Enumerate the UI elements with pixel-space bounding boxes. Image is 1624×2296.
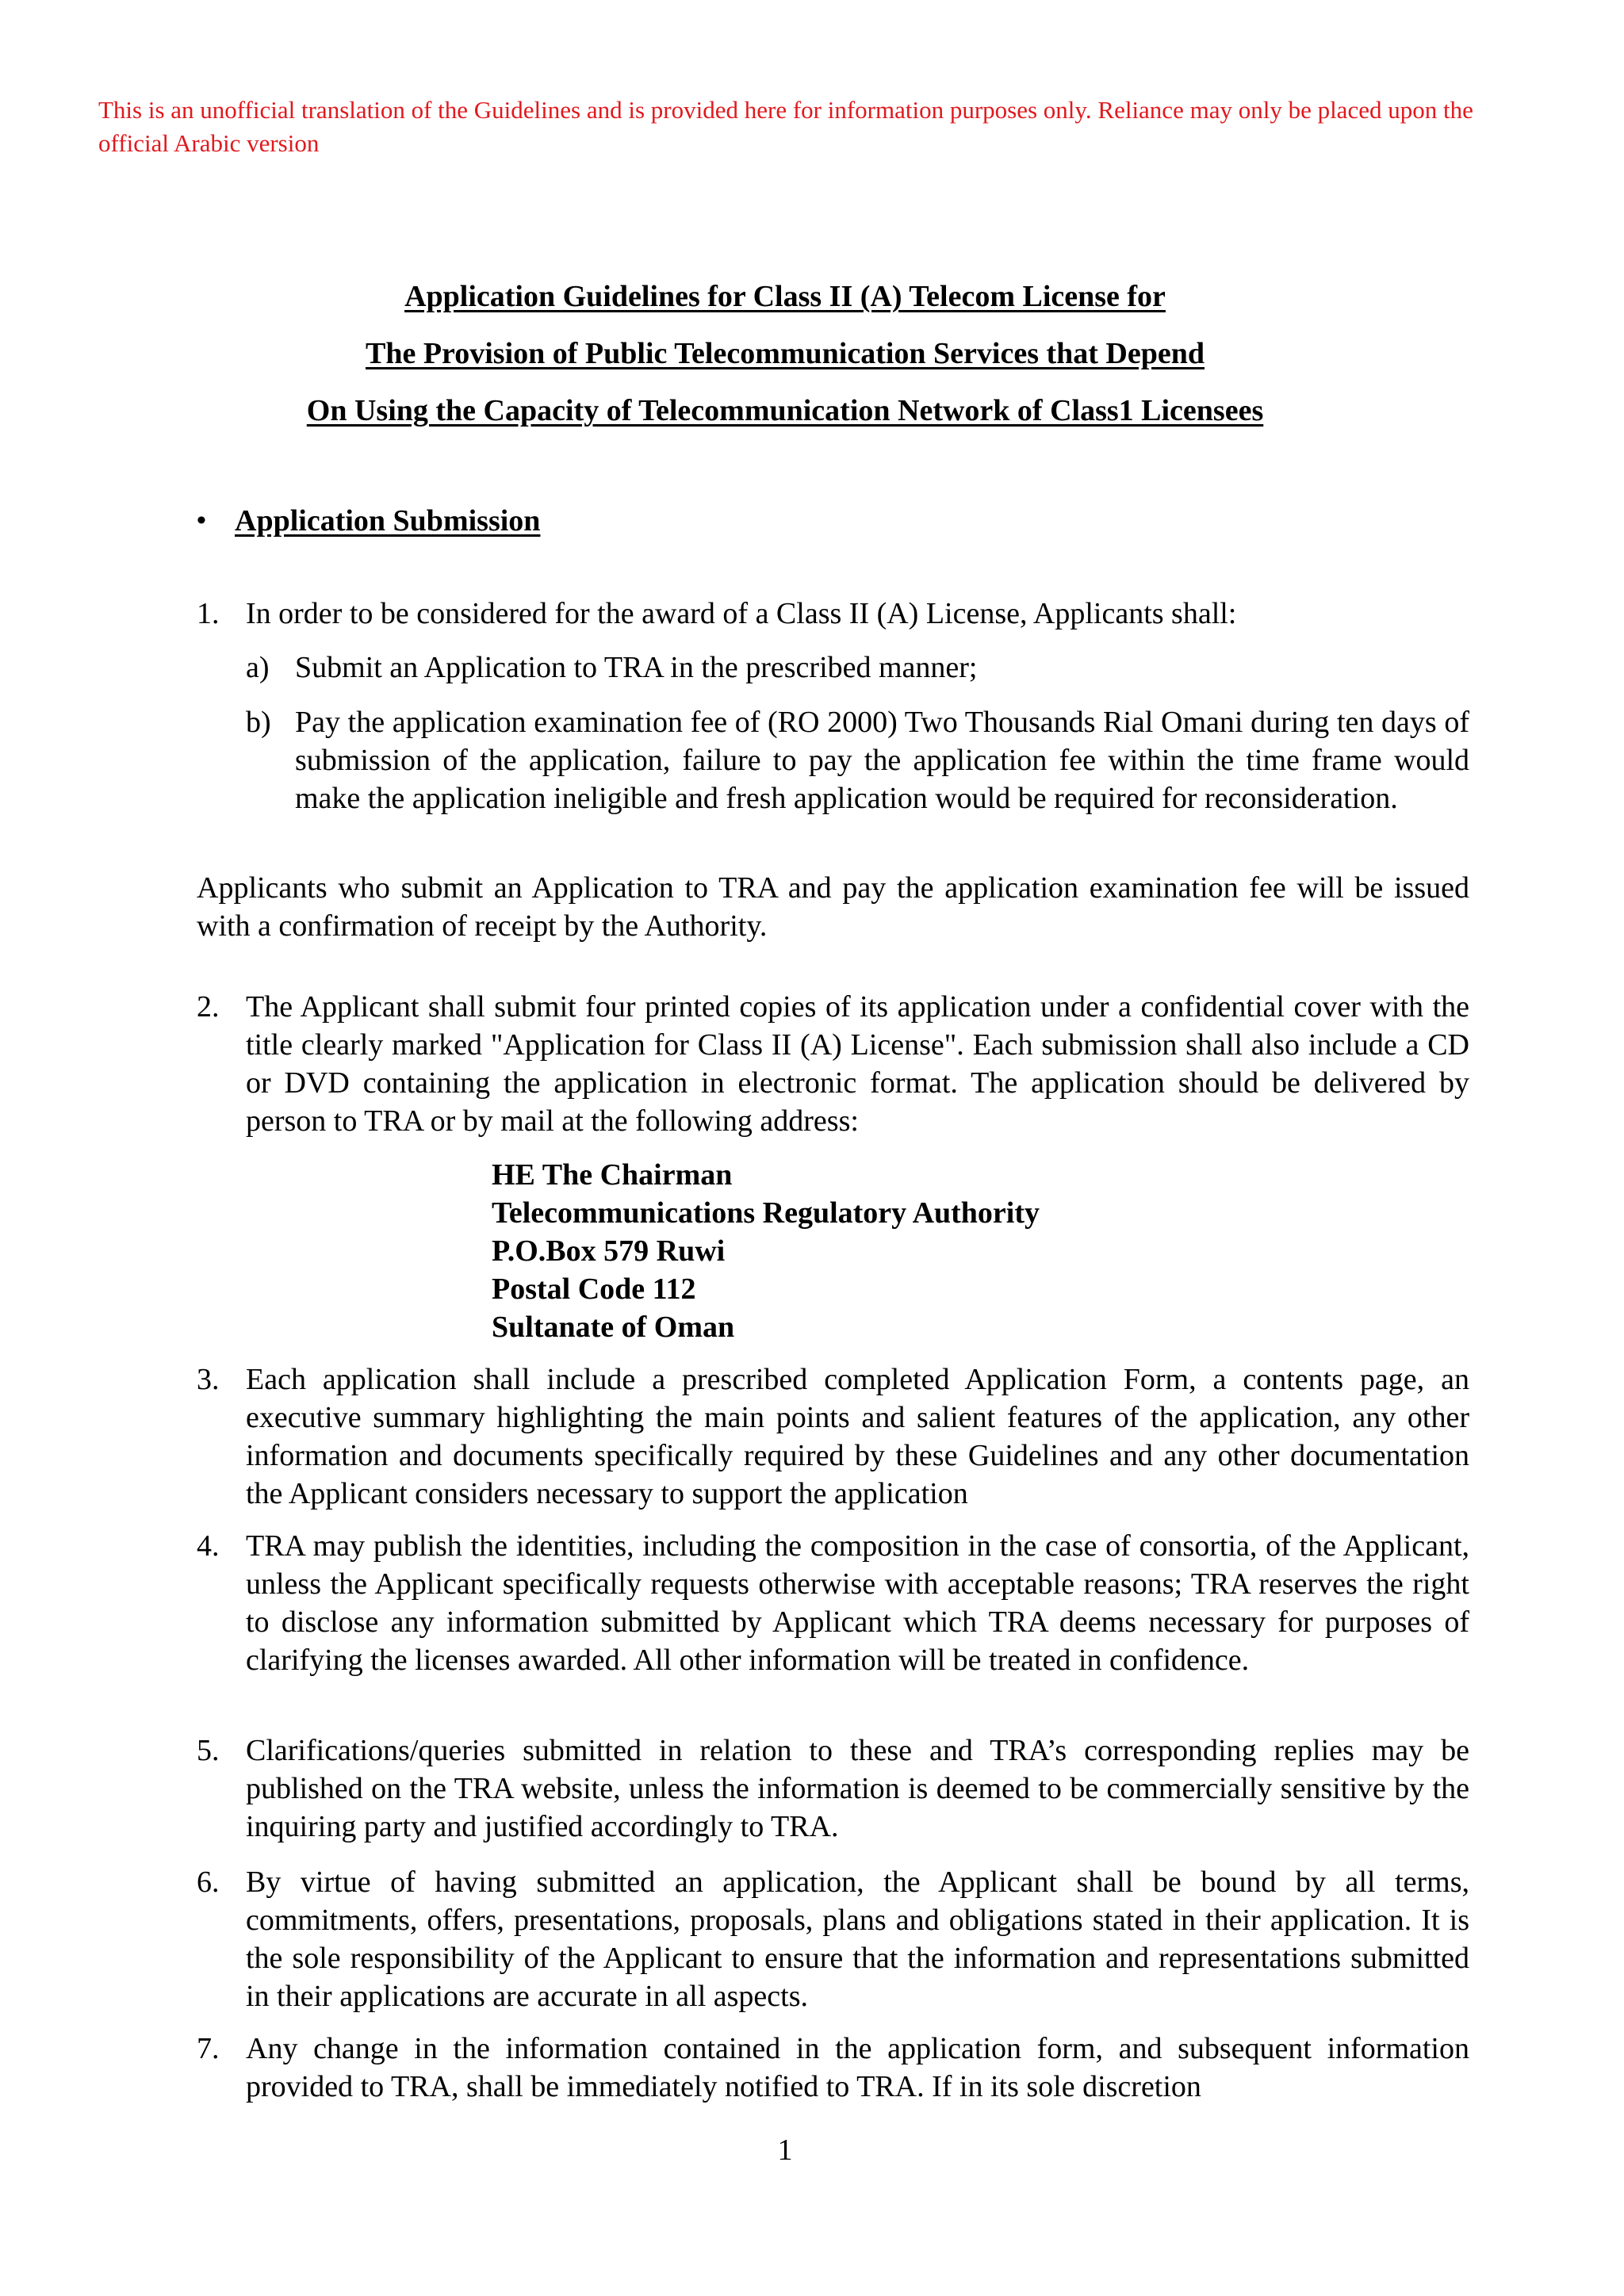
sub-item-b: [246, 703, 1469, 817]
list-item-text: TRA may publish the identities, including the composition in the case of consortia, of the Applicant, unless the Applicant specifically requests otherwise with acceptable reasons; TRA reserves the right to disclose any information submitted by Applicant which TRA deems necessary for purposes of clarifying the licenses awarded. All other information will be treated in confidence.: [246, 1529, 1469, 1677]
confirmation-paragraph: Applicants who submit an Application to TRA and pay the application examination fee will be issued with a confirmation of receipt by the Authority.: [197, 871, 1469, 943]
mailing-address: [492, 1156, 1040, 1346]
list-item-2: [197, 988, 1469, 1140]
list-item-number: 4.: [197, 1529, 220, 1563]
list-item-text: Each application shall include a prescribed completed Application Form, a contents page, an executive summary highlighting the main points and salient features of the application, any other information and documents specifically required by these Guidelines and any other documentation the Applicant considers necessary to support the application: [246, 1363, 1469, 1510]
list-item-7: [197, 2030, 1469, 2106]
list-item-3: [197, 1360, 1469, 1513]
address-line: Sultanate of Oman: [492, 1311, 735, 1344]
title-line-2: The Provision of Public Telecommunication Services that Depend: [365, 337, 1205, 370]
list-item-number: 5.: [197, 1734, 220, 1767]
list-item-1: [197, 595, 1469, 633]
sub-item-letter: a): [246, 651, 270, 684]
list-item-text: By virtue of having submitted an application, the Applicant shall be bound by all terms, commitments, offers, presentations, proposals, plans and obligations stated in their application. It is the sole responsibility of the Applicant to ensure that the information and representations submitted in their applications are accurate in all aspects.: [246, 1866, 1469, 2013]
title-line-3: On Using the Capacity of Telecommunication Network of Class1 Licensees: [306, 394, 1264, 427]
sub-item-a: [246, 649, 1469, 687]
list-item-5: [197, 1732, 1469, 1846]
list-item-text: In order to be considered for the award of a Class II (A) License, Applicants shall:: [246, 597, 1237, 630]
list-item-text: The Applicant shall submit four printed copies of its application under a confidential cover with the title clearly marked "Application for Class II (A) License". Each submission shall also include a CD or DVD containing the application in electronic format. The application should be delivered by person to TRA or by mail at the following address:: [246, 990, 1469, 1138]
list-item-text: Clarifications/queries submitted in relation to these and TRA’s corresponding replies may be published on the TRA website, unless the information is deemed to be commercially sensitive by the inquiring party and justified accordingly to TRA.: [246, 1734, 1469, 1843]
list-item-number: 3.: [197, 1363, 220, 1396]
translation-disclaimer: This is an unofficial translation of the Guidelines and is provided here for information purposes only. Reliance may only be placed upon the official Arabic version: [98, 96, 1473, 157]
list-item-6: [197, 1863, 1469, 2015]
list-item-4: [197, 1527, 1469, 1679]
bullet-icon: •: [197, 506, 206, 535]
list-item-text: Any change in the information contained in the application form, and subsequent information provided to TRA, shall be immediately notified to TRA. If in its sole discretion: [246, 2032, 1469, 2103]
address-line: Postal Code 112: [492, 1272, 696, 1306]
section-heading-label: Application Submission: [235, 504, 541, 538]
address-line: HE The Chairman: [492, 1158, 733, 1192]
list-item-number: 1.: [197, 597, 220, 630]
title-line-1: Application Guidelines for Class II (A) Telecom License for: [404, 280, 1166, 313]
address-line: Telecommunications Regulatory Authority: [492, 1196, 1040, 1230]
address-line: P.O.Box 579 Ruwi: [492, 1234, 726, 1268]
sub-item-text: Submit an Application to TRA in the prescribed manner;: [295, 651, 978, 684]
list-item-number: 6.: [197, 1866, 220, 1899]
sub-item-letter: b): [246, 706, 271, 739]
list-item-number: 2.: [197, 990, 220, 1024]
list-item-number: 7.: [197, 2032, 220, 2065]
document-title: [0, 268, 1570, 439]
page-number: 1: [777, 2133, 793, 2167]
sub-item-text: Pay the application examination fee of (RO 2000) Two Thousands Rial Omani during ten days of submission of the application, failure to pay the application fee within the time frame would make the application ineligible and fresh application would be required for reconsideration.: [295, 706, 1469, 815]
